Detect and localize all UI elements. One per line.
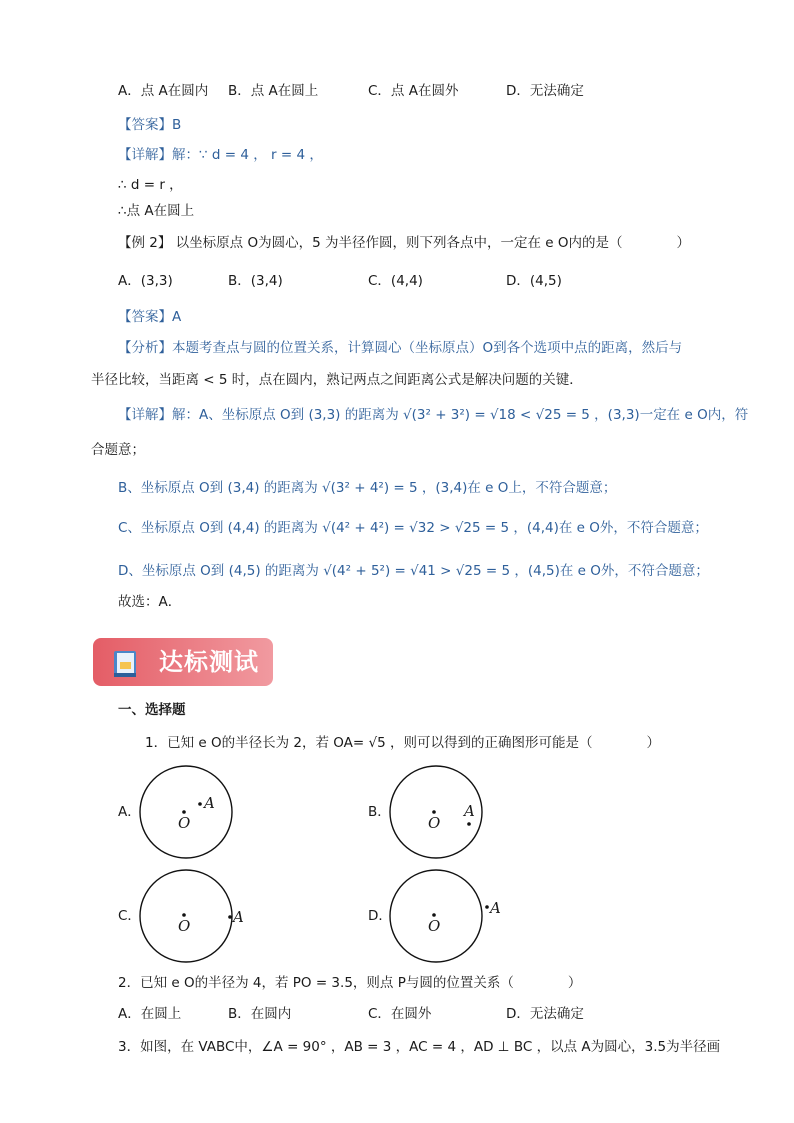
q2-option-a: A．在圆上: [118, 1006, 182, 1022]
therefore-1: ∴ d = r ，: [118, 177, 183, 193]
section-heading: 一、选择题: [118, 702, 186, 718]
question-2: 2．已知 e O的半径为 4，若 PO = 3.5，则点 P与圆的位置关系（ ）: [118, 975, 582, 991]
circle-outline: [140, 766, 232, 858]
question-3: 3．如图，在 VABC中，∠A = 90° ，AB = 3 ，AC = 4 ，AD ⊥ BC ，以点 A为圆心，3.5为半径画: [118, 1039, 721, 1055]
book-icon: [113, 650, 139, 682]
point-label-d: A: [490, 899, 501, 917]
option-a: A．点 A在圆内: [118, 83, 209, 99]
q2-option-b: B．在圆内: [228, 1006, 292, 1022]
center-label-c: O: [178, 917, 191, 935]
center-label-d: O: [428, 917, 441, 935]
ex2-option-a: A．(3,3): [118, 273, 173, 289]
figure-label-c: C．: [118, 908, 141, 924]
detail-2-line-1: 【详解】解：A、坐标原点 O到 (3,3) 的距离为 √(3² + 3²) = √18 < √25 = 5 ，(3,3)一定在 e O内，符: [118, 407, 749, 423]
point-a: [228, 915, 232, 919]
option-c: C．点 A在圆外: [368, 83, 459, 99]
figure-label-a: A．: [118, 804, 141, 820]
answer-2: 【答案】A: [118, 309, 182, 325]
ex2-option-b: B．(3,4): [228, 273, 283, 289]
point-label-c: A: [233, 908, 244, 926]
ex2-option-c: C．(4,4): [368, 273, 423, 289]
detail-1: 【详解】解：∵ d = 4 ， r = 4 ，: [118, 147, 323, 163]
point-a: [198, 802, 202, 806]
center-label-b: O: [428, 814, 441, 832]
analysis-line-1: 【分析】本题考查点与圆的位置关系，计算圆心（坐标原点）O到各个选项中点的距离，然后与: [118, 340, 683, 356]
banner-title: 达标测试: [159, 648, 259, 676]
example-2-question: 【例 2】 以坐标原点 O为圆心，5 为半径作圆，则下列各点中，一定在 e O内的是（ ）: [118, 235, 690, 251]
q2-option-d: D．无法确定: [506, 1006, 584, 1022]
question-1: 1．已知 e O的半径长为 2，若 OA= √5 ，则可以得到的正确图形可能是（ ）: [145, 735, 660, 751]
option-d: D．无法确定: [506, 83, 584, 99]
therefore-2: ∴点 A在圆上: [118, 203, 195, 219]
detail-2-c: C、坐标原点 O到 (4,4) 的距离为 √(4² + 4²) = √32 > √25 = 5 ，(4,4)在 e O外，不符合题意；: [118, 520, 708, 536]
detail-2-b: B、坐标原点 O到 (3,4) 的距离为 √(3² + 4²) = 5 ，(3,4)在 e O上，不符合题意；: [118, 480, 617, 496]
analysis-line-2: 半径比较，当距离 < 5 时，点在圆内，熟记两点之间距离公式是解决问题的关键．: [91, 372, 583, 388]
choose-answer: 故选：A．: [118, 594, 182, 610]
figure-label-b: B．: [368, 804, 391, 820]
detail-2-line-2: 合题意；: [91, 442, 145, 458]
point-label-b: A: [464, 802, 475, 820]
detail-2-d: D、坐标原点 O到 (4,5) 的距离为 √(4² + 5²) = √41 > √25 = 5 ，(4,5)在 e O外，不符合题意；: [118, 563, 709, 579]
point-a: [467, 822, 471, 826]
section-banner: [93, 638, 273, 686]
center-label-a: O: [178, 814, 191, 832]
answer-1: 【答案】B: [118, 117, 182, 133]
ex2-option-d: D．(4,5): [506, 273, 562, 289]
figure-label-d: D．: [368, 908, 392, 924]
option-b: B．点 A在圆上: [228, 83, 319, 99]
q2-option-c: C．在圆外: [368, 1006, 432, 1022]
point-label-a: A: [204, 794, 215, 812]
